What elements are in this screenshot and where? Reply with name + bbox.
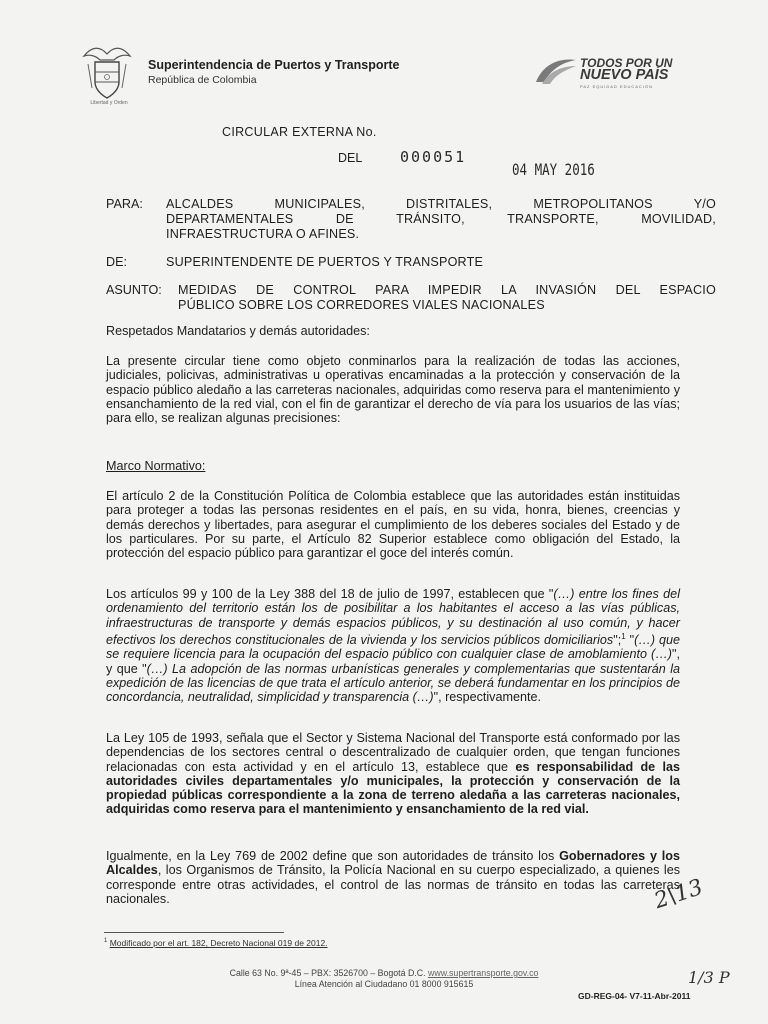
footer-hotline: Línea Atención al Ciudadano 01 8000 915615 xyxy=(294,979,474,989)
slogan-line-2: NUEVO PAÍS xyxy=(580,67,669,83)
crest-motto: Libertad y Orden xyxy=(90,100,128,106)
footnote-reference[interactable]: 1 xyxy=(621,631,626,641)
government-slogan-logo xyxy=(534,54,684,94)
footer-address: Calle 63 No. 9ª-45 – PBX: 3526700 – Bogotá D.C. www.supertransporte.gov.co xyxy=(229,968,539,978)
slogan-swoosh-icon xyxy=(534,56,578,86)
law-388-paragraph: Los artículos 99 y 100 de la Ley 388 del 18 de julio de 1997, establecen que "(…) entre los fines del ordenamiento del territorio están los de posibilitar a los habitantes el acceso a las vías públicas, infraestructuras de transporte y demás espacios públicos, y su destinación al uso común, y hacer efectivos los derechos constitucionales de la vivienda y los servicios públicos domiciliarios";$^1$ "(…) que se requiere licencia para la ocupación del espacio público con cualquier clase de amoblamiento (…)", y que "(…) La adopción de las normas urbanísticas generales y complementarias que sustentarán la expedición de las licencias de que trata el artículo anterior, se deberá fundamentar en los principios de concordancia, neutralidad, simplicidad y transparencia (…)", respectivamente. xyxy=(106,587,680,705)
footnote: $^1$ Modificado por el art. 182, Decreto Nacional 019 de 2012. xyxy=(104,938,328,948)
subject-line-1: MEDIDAS DE CONTROL PARA IMPEDIR LA INVASIÓN DEL ESPACIO xyxy=(178,283,716,297)
section-heading: Marco Normativo: xyxy=(106,459,206,473)
circular-number-stamp: 000051 xyxy=(400,148,467,166)
recipients-line-2: DEPARTAMENTALES DE TRÁNSITO, TRANSPORTE, MOVILIDAD, xyxy=(166,212,716,226)
circular-date-stamp: 04 MAY 2016 xyxy=(512,160,595,179)
law-769-paragraph: Igualmente, en la Ley 769 de 2002 define que son autoridades de tránsito los Gobernadores y los Alcaldes, los Organismos de Tránsito, la Policía Nacional en su cuerpo especializado, a quienes les corresponde entre otras actividades, el control de las normas de tránsito en todas las carreteras nacionales. xyxy=(106,849,680,906)
website-link[interactable]: www.supertransporte.gov.co xyxy=(428,968,539,978)
sender-value: SUPERINTENDENTE DE PUERTOS Y TRANSPORTE xyxy=(166,255,484,269)
recipients-line-3: INFRAESTRUCTURA O AFINES. xyxy=(166,227,360,241)
date-label: DEL xyxy=(338,151,363,165)
handwritten-page-mark: 1/3 P xyxy=(688,968,730,987)
footnote-divider xyxy=(104,932,284,933)
constitution-paragraph: El artículo 2 de la Constitución Política de Colombia establece que las autoridades están instituidas para proteger a todas las personas residentes en el país, en su vida, honra, bienes, creencias y demás derechos y libertades, para asegurar el cumplimiento de los deberes sociales del Estado y de los particulares. Por su parte, el Artículo 82 Superior establece como obligación del Estado, la protección del espacio público para garantizar el goce del interés común. xyxy=(106,489,680,561)
organization-name: Superintendencia de Puertos y Transporte xyxy=(148,58,400,72)
organization-country: República de Colombia xyxy=(148,74,257,86)
recipients-label: PARA: xyxy=(106,197,143,211)
sender-label: DE: xyxy=(106,255,127,269)
slogan-line-3: PAZ EQUIDAD EDUCACIÓN xyxy=(580,84,653,89)
recipients-line-1: ALCALDES MUNICIPALES, DISTRITALES, METROPOLITANOS Y/O xyxy=(166,197,716,211)
law-105-paragraph: La Ley 105 de 1993, señala que el Sector y Sistema Nacional del Transporte está conformado por las dependencias de los sectores central o descentralizado de cualquier orden, que tengan funciones relacionadas con esta actividad y en el artículo 13, establece que es responsabilidad de las autoridades civiles departamentales y/o municipales, la protección y conservación de la propiedad públicas correspondiente a la zona de terreno aledaña a las carreteras nacionales, adquiridas como reserva para el mantenimiento y ensanchamiento de la red vial. xyxy=(106,731,680,817)
intro-paragraph: La presente circular tiene como objeto conminarlos para la realización de todas las acciones, judiciales, policivas, administrativas u operativas encaminadas a la protección y conservación de la espacio público aledaño a las carreteras nacionales, adquiridas como reserva para el mantenimiento y ensanchamiento de la red vial, con el fin de garantizar el derecho de vía para los usuarios de las vías; para ello, se realizan algunas precisiones: xyxy=(106,354,680,426)
subject-label: ASUNTO: xyxy=(106,283,162,297)
coat-of-arms-icon xyxy=(80,42,134,108)
handwritten-annotation: 2\13 xyxy=(651,874,707,915)
footnote-link[interactable]: Modificado por el art. 182, Decreto Nacional 019 de 2012. xyxy=(109,938,328,948)
greeting: Respetados Mandatarios y demás autoridades: xyxy=(106,324,370,338)
circular-title: CIRCULAR EXTERNA No. xyxy=(222,125,377,139)
document-code: GD-REG-04- V7-11-Abr-2011 xyxy=(578,991,691,1001)
slogan-line-1: TODOS POR UN xyxy=(580,56,673,70)
subject-line-2: PÚBLICO SOBRE LOS CORREDORES VIALES NACIONALES xyxy=(178,298,545,312)
